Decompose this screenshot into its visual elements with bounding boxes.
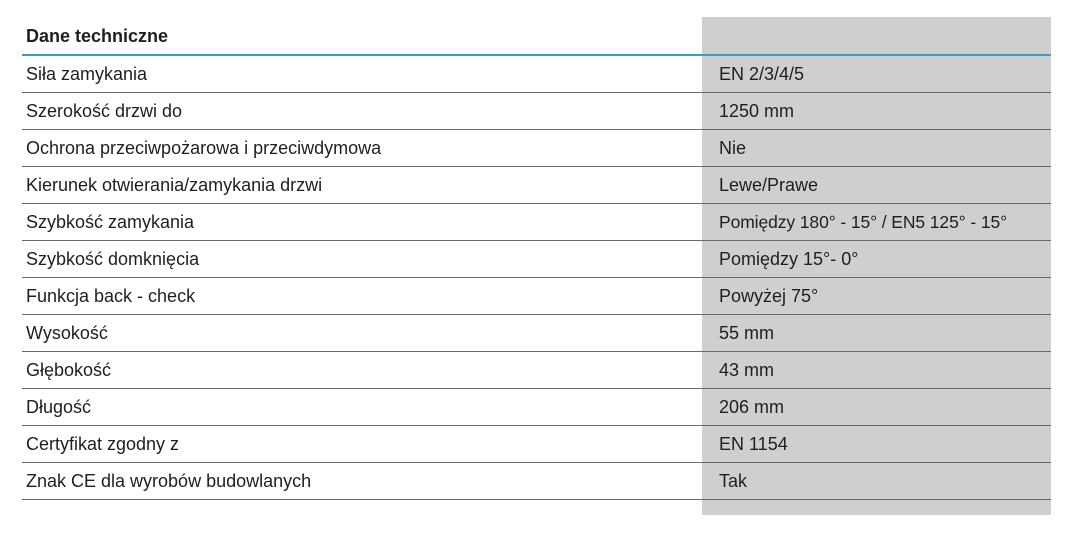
spec-label-ce-mark: Znak CE dla wyrobów budowlanych [22,463,702,500]
technical-data-table [22,17,1051,500]
table-header-row [22,17,1051,55]
spec-label-opening-direction: Kierunek otwierania/zamykania drzwi [22,167,702,204]
table-header-value-cell [702,17,1051,55]
table-title: Dane techniczne [22,17,702,55]
spec-value-ce-mark: Tak [702,463,1051,500]
table-row [22,55,1051,93]
spec-value-latching-speed: Pomiędzy 15°- 0° [702,241,1051,278]
spec-label-height: Wysokość [22,315,702,352]
table-row [22,463,1051,500]
table-row [22,426,1051,463]
spec-value-depth: 43 mm [702,352,1051,389]
table-row [22,93,1051,130]
spec-value-door-width: 1250 mm [702,93,1051,130]
spec-value-certificate: EN 1154 [702,426,1051,463]
table-row [22,278,1051,315]
table-row [22,352,1051,389]
spec-value-length: 206 mm [702,389,1051,426]
spec-label-fire-protection: Ochrona przeciwpożarowa i przeciwdymowa [22,130,702,167]
spec-value-fire-protection: Nie [702,130,1051,167]
table-row [22,130,1051,167]
spec-label-back-check: Funkcja back - check [22,278,702,315]
spec-value-closing-force: EN 2/3/4/5 [702,55,1051,93]
spec-label-depth: Głębokość [22,352,702,389]
spec-value-back-check: Powyżej 75° [702,278,1051,315]
spec-label-certificate: Certyfikat zgodny z [22,426,702,463]
spec-label-closing-speed: Szybkość zamykania [22,204,702,241]
spec-label-closing-force: Siła zamykania [22,55,702,93]
spec-label-door-width: Szerokość drzwi do [22,93,702,130]
spec-value-closing-speed: Pomiędzy 180° - 15° / EN5 125° - 15° [702,204,1051,241]
table-row [22,241,1051,278]
spec-value-opening-direction: Lewe/Prawe [702,167,1051,204]
spec-label-latching-speed: Szybkość domknięcia [22,241,702,278]
table-row [22,389,1051,426]
table-row [22,204,1051,241]
spec-label-length: Długość [22,389,702,426]
spec-value-height: 55 mm [702,315,1051,352]
table-row [22,167,1051,204]
table-row [22,315,1051,352]
